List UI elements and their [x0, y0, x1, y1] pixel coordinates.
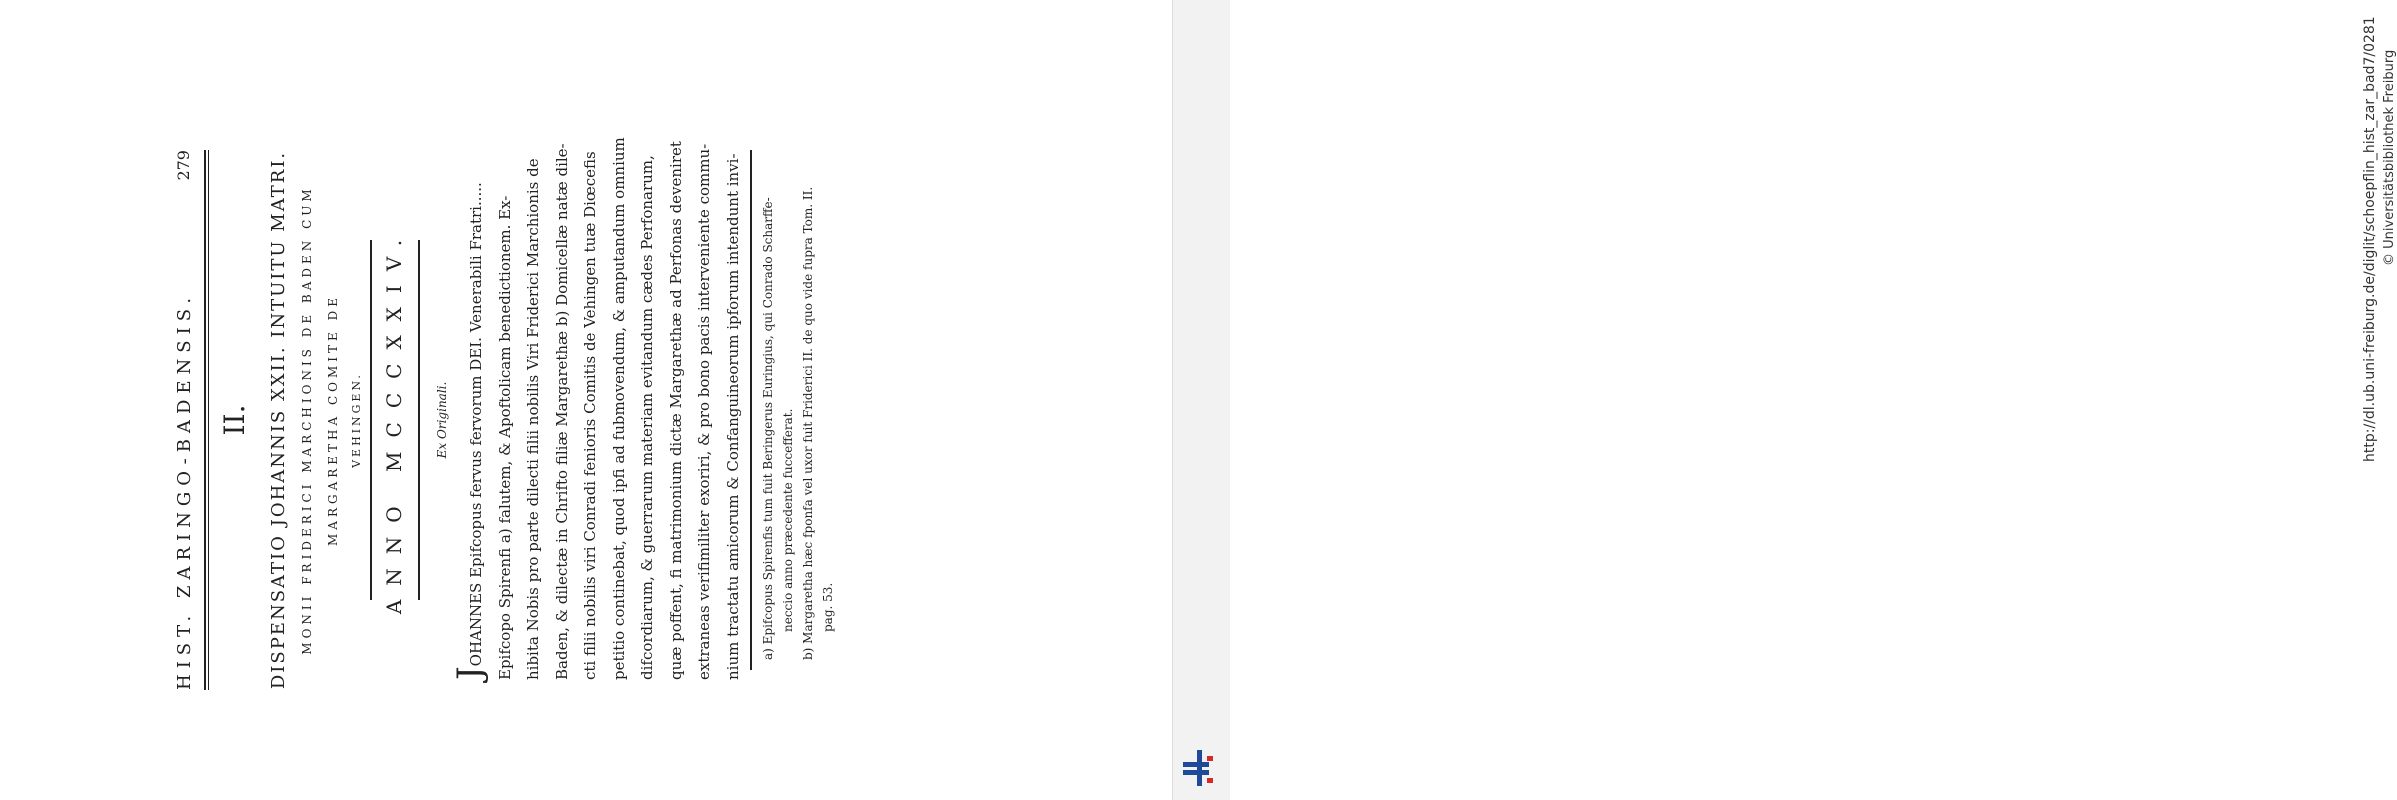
footnote-line: a) Epifcopus Spirenfis tum fuit Beringerus Euringius, qui Conrado Scharffe-: [761, 197, 775, 660]
university-logo-icon: [1183, 748, 1217, 788]
year-rule-top: [370, 240, 372, 600]
initial-capital: J: [450, 666, 490, 680]
copyright-notice: © Universitätsbibliothek Freiburg: [2382, 49, 2397, 266]
body-line: Baden, & dilectæ in Chrifto filiæ Margarethæ b) Domicellæ natæ dile-: [552, 143, 571, 680]
document-number: II.: [218, 404, 251, 436]
page-number: 279: [174, 150, 193, 181]
running-header: [170, 150, 200, 690]
title-line-2: MONII FRIDERICI MARCHIONIS DE BADEN CUM: [300, 185, 314, 655]
body-line: Epifcopo Spirenfi a) falutem, & Apoftolicam benedictionem. Ex-: [495, 195, 514, 680]
body-line: difcordiarum, & guerrarum materiam evitandum cædes Perfonarum,: [638, 155, 656, 680]
source-url[interactable]: http://dl.ub.uni-freiburg.de/diglit/schoepflin_hist_zar_bad7/0281: [2362, 16, 2378, 462]
header-title: HIST. ZARINGO-BADENSIS.: [174, 291, 195, 690]
footnote-line: b) Margaretha hæc fponfa vel uxor fuit Friderici II. de quo vide fupra Tom. II.: [801, 186, 815, 660]
header-rule-thin: [208, 150, 209, 690]
body-text: [450, 137, 747, 680]
footnote-rule: [750, 150, 752, 670]
footnote-line: pag. 53.: [821, 582, 835, 632]
footnotes: [758, 160, 838, 660]
body-line: quæ poffent, fi matrimonium dictæ Margarethæ ad Perfonas deveniret: [666, 141, 685, 680]
header-rule: [204, 150, 206, 690]
body-line: petitio continebat, quod ipfi ad fubmovendum, & amputandum omnium: [609, 137, 628, 680]
body-line: hibita Nobis pro parte dilecti filii nobilis Viri Friderici Marchionis de: [524, 158, 542, 680]
title-line-1: DISPENSATIO JOHANNIS XXII. INTUITU MATRI.: [268, 150, 289, 690]
rotated-page-content: [160, 137, 920, 700]
body-line: extraneas verifimiliter exoriri, & pro bono pacis interveniente commu-: [695, 143, 713, 680]
scanned-page: [0, 0, 1172, 800]
body-line: [450, 160, 491, 680]
year-rule-bottom: [418, 240, 420, 600]
library-sidebar: [1172, 0, 2397, 800]
title-line-3: MARGARETHA COMITE DE: [326, 294, 340, 546]
body-line: cti filii nobilis viri Conradi fenioris Comitis de Vehingen tuæ Diœcefis: [581, 151, 599, 680]
body-line-text: OHANNES Epifcopus fervus fervorum DEI. Venerabili Fratri.....: [467, 182, 485, 667]
footnote-line: neccio anno præcedente fuccefferat.: [781, 408, 795, 632]
source-note: Ex Originali.: [435, 381, 449, 459]
title-line-4: VEHINGEN.: [350, 372, 363, 468]
body-line: nium tractatu amicorum & Confanguineorum ipforum intendunt invi-: [723, 153, 742, 680]
year-line: ANNO MCCCXXIV.: [382, 225, 406, 615]
